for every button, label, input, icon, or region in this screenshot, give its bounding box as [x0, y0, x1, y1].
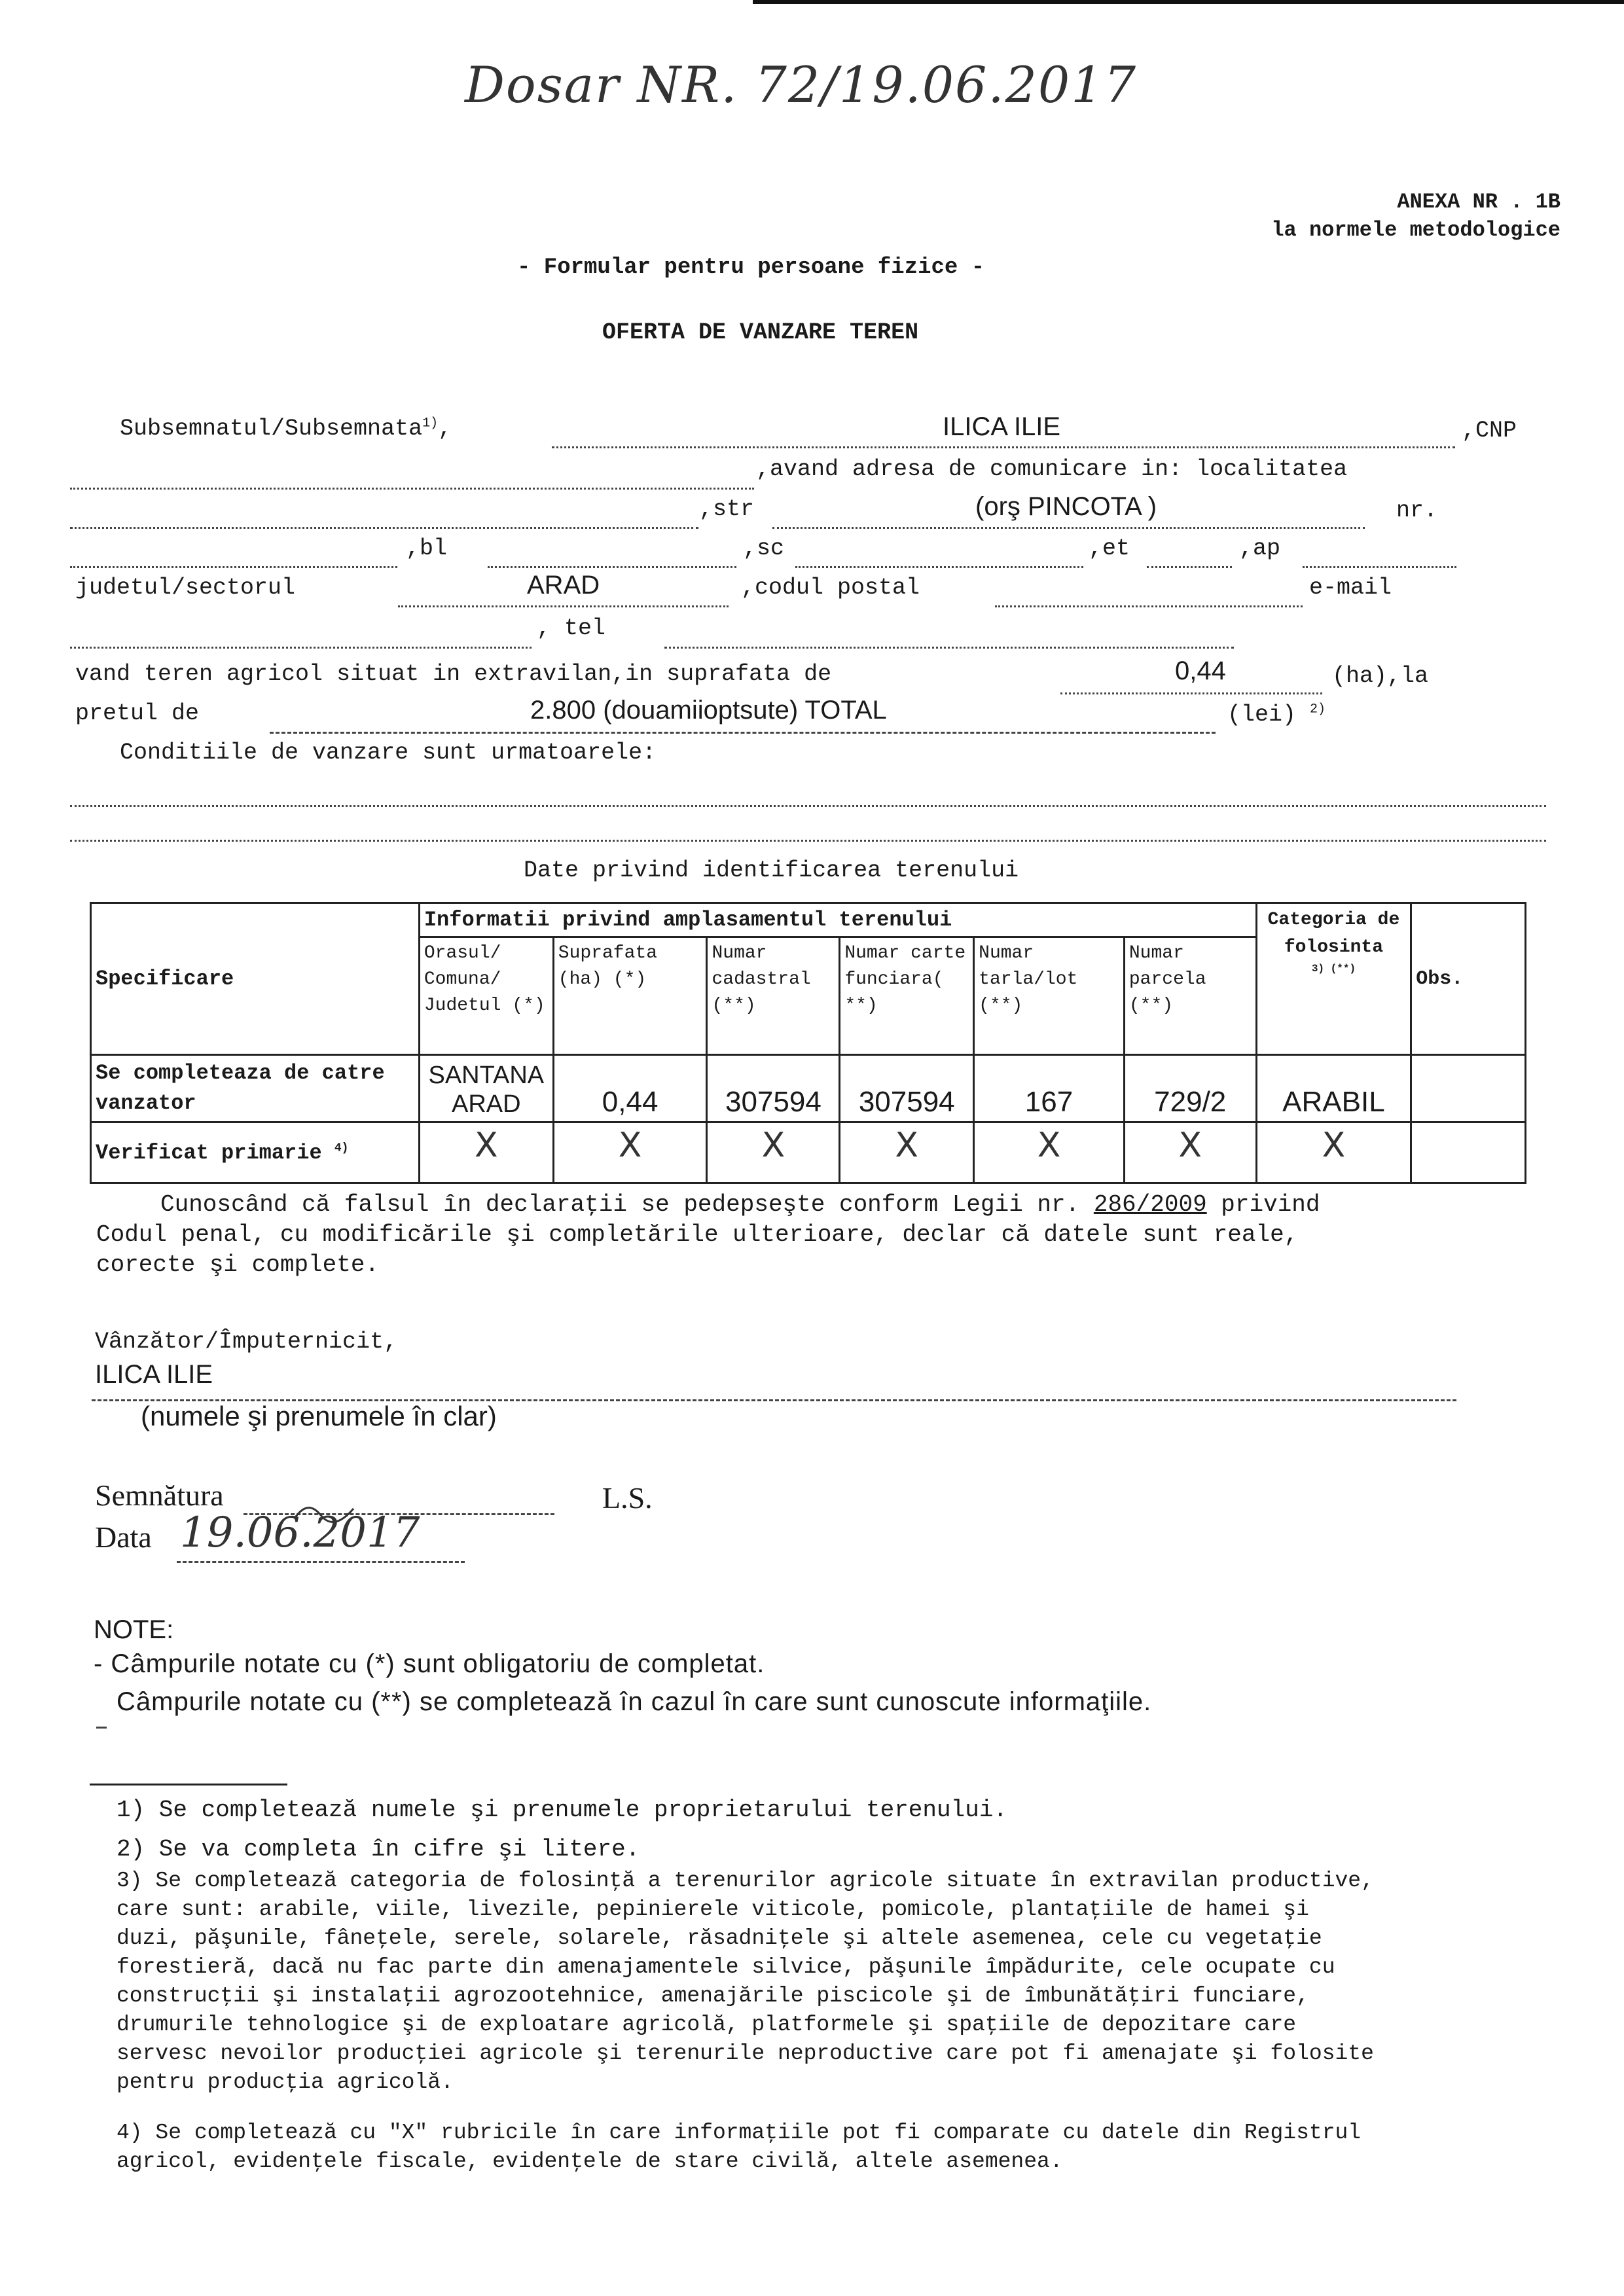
pret-label: pretul de [75, 700, 200, 726]
check-obs[interactable] [1411, 1122, 1526, 1183]
cod-postal-field-line [995, 605, 1303, 607]
footnote-ref-1: 1) [422, 416, 439, 431]
semnatura-label: Semnătura [95, 1479, 224, 1512]
form-type: - Formular pentru persoane fizice - [517, 255, 985, 280]
lei-label [1227, 702, 1326, 728]
footnote-ref-2: 2) [1310, 702, 1326, 717]
cell-suprafata[interactable]: 0,44 [553, 1055, 707, 1122]
seller-name-field[interactable]: ILICA ILIE [95, 1360, 213, 1389]
ha-label: (ha),la [1332, 663, 1429, 689]
str-field[interactable]: (orş PINCOTA ) [975, 492, 1157, 521]
cnp-field-line [70, 488, 754, 490]
ap-field-line [1303, 566, 1456, 568]
judet-field[interactable]: ARAD [527, 571, 600, 600]
footnote-4-line-1: 4) Se completează cu "X" rubricile în care informaţiile pot fi comparate cu datele din Registrul [117, 2121, 1362, 2145]
subsemnatul-label: Subsemnatul/Subsemnata$^{1)}$, [120, 416, 452, 442]
str-label: ,str [699, 496, 755, 522]
check-carte-funciara[interactable]: X [840, 1122, 974, 1183]
annex-subtitle: la normele metodologice [1271, 218, 1561, 242]
check-categoria[interactable]: X [1256, 1122, 1411, 1183]
declaration-text-1: Cunoscând că falsul în declaraţii se pedepseşte conform Legii nr. [160, 1191, 1080, 1218]
notes-line-1: - Câmpurile notate cu (*) sunt obligatoriu de completat. [94, 1649, 765, 1678]
annex-number: ANEXA NR . 1B [1397, 190, 1561, 214]
amplasament-header: Informatii privind amplasamentul terenului [419, 903, 1256, 937]
categoria-note: 3) (**) [1311, 963, 1356, 975]
cell-localitate[interactable]: SANTANA ARAD [419, 1055, 553, 1122]
tel-field-line [664, 647, 1234, 649]
table-caption: Date privind identificarea terenului [524, 857, 1019, 884]
teren-label: vand teren agricol situat in extravilan,in suprafata de [75, 661, 832, 687]
ap-label: ,ap [1239, 535, 1281, 562]
cod-postal-label: ,codul postal [741, 575, 920, 601]
col-tarla-lot: Numar tarla/lot (**) [974, 937, 1125, 1055]
seller-name-caption: (numele şi prenumele în clar) [141, 1401, 497, 1431]
conditii-line-1 [70, 805, 1546, 807]
email-field-line [70, 647, 532, 649]
adresa-label: ,avand adresa de comunicare in: localitatea [756, 456, 1348, 482]
judet-label: judetul/sectorul [75, 575, 296, 601]
specificare-header: Specificare [91, 903, 420, 1055]
footnote-3-line-7: servesc nevoilor producţiei agricole şi terenurile neproductive care pot fi amenajate şi folosite [117, 2041, 1374, 2066]
scan-edge-bar [753, 0, 1624, 4]
str-field-line [772, 527, 1365, 529]
footnote-1: 1) Se completează numele şi prenumele proprietarului terenului. [117, 1797, 1008, 1823]
data-field[interactable]: 19.06.2017 [180, 1509, 420, 1557]
check-suprafata[interactable]: X [553, 1122, 707, 1183]
handwritten-dossier-number: Dosar NR. 72/19.06.2017 [465, 56, 1137, 114]
conditii-line-2 [70, 840, 1546, 842]
declaration-line-1 [160, 1191, 1320, 1218]
cnp-label: ,CNP [1462, 418, 1517, 444]
page-title: OFERTA DE VANZARE TEREN [602, 319, 919, 346]
obs-header: Obs. [1411, 903, 1526, 1055]
row-vanzator-label: Se completeaza de catre vanzator [91, 1055, 420, 1122]
check-localitate[interactable]: X [419, 1122, 553, 1183]
footnote-3-line-8: pentru producţia agricolă. [117, 2070, 454, 2094]
cell-carte-funciara[interactable]: 307594 [840, 1055, 974, 1122]
cell-categoria[interactable]: ARABIL [1256, 1055, 1411, 1122]
nr-field-line [70, 566, 397, 568]
cell-parcela[interactable]: 729/2 [1124, 1055, 1256, 1122]
col-cadastral: Numar cadastral (**) [707, 937, 840, 1055]
declaration-line-3: corecte şi complete. [96, 1251, 380, 1278]
check-tarla-lot[interactable]: X [974, 1122, 1125, 1183]
sc-field-line [795, 566, 1083, 568]
cell-cadastral[interactable]: 307594 [707, 1055, 840, 1122]
check-cadastral[interactable]: X [707, 1122, 840, 1183]
data-label: Data [95, 1520, 152, 1554]
footnote-3-line-1: 3) Se completează categoria de folosinţă a terenurilor agricole situate în extravilan productive, [117, 1869, 1374, 1893]
ls-label: L.S. [602, 1481, 653, 1515]
col-carte-funciara: Numar carte funciara( **) [840, 937, 974, 1055]
land-identification-table [90, 902, 1526, 1184]
subsemnatul-text: Subsemnatul/Subsemnata [120, 416, 423, 442]
cell-obs[interactable] [1411, 1055, 1526, 1122]
check-parcela[interactable]: X [1124, 1122, 1256, 1183]
footnote-3-line-5: construcţii şi instalaţii agrozootehnice, amenajările piscicole şi de îmbunătăţiri funciare, [117, 1984, 1309, 2008]
notes-title: NOTE: [94, 1615, 174, 1644]
declaration-text-1-end: privind [1221, 1191, 1320, 1218]
name-field[interactable]: ILICA ILIE [943, 412, 1061, 441]
row-primarie-text: Verificat primarie [96, 1140, 322, 1165]
tel-label: , tel [537, 615, 606, 641]
col-orasul: Orasul/ Comuna/ Judetul (*) [419, 937, 553, 1055]
col-suprafata: Suprafata (ha) (*) [553, 937, 707, 1055]
pret-field[interactable]: 2.800 (douamiioptsute) TOTAL [530, 696, 887, 725]
lei-text: (lei) [1227, 702, 1297, 728]
nr-label: nr. [1396, 497, 1438, 524]
footnote-2: 2) Se va completa în cifre şi litere. [117, 1836, 640, 1863]
sc-label: ,sc [743, 535, 785, 562]
bl-label: ,bl [406, 535, 448, 562]
pret-field-line [270, 732, 1216, 734]
law-number: 286/2009 [1093, 1191, 1207, 1218]
localitate-field-line [70, 527, 698, 529]
email-label: e-mail [1309, 575, 1392, 601]
categoria-header [1256, 903, 1411, 1055]
footnote-3-line-3: duzi, păşunile, fâneţele, serele, solarele, răsadniţele şi altele asemenea, cele cu vegetaţie [117, 1926, 1322, 1950]
suprafata-field[interactable]: 0,44 [1175, 656, 1226, 685]
footnote-separator [90, 1784, 287, 1785]
et-label: ,et [1089, 535, 1130, 562]
bl-field-line [488, 566, 736, 568]
footnote-3-line-4: forestieră, dacă nu fac parte din amenajamentele silvice, păşunile împădurite, cele ocupate cu [117, 1955, 1335, 1979]
footnote-ref-4: 4) [334, 1141, 349, 1155]
notes-line-2: Câmpurile notate cu (**) se completează în cazul în care sunt cunoscute informaţiile. [117, 1687, 1152, 1716]
row-primarie-label [91, 1122, 420, 1183]
footnote-3-line-6: drumurile tehnologice şi de exploatare agricolă, platformele şi spaţiile de depozitare care [117, 2013, 1297, 2037]
conditii-label: Conditiile de vanzare sunt urmatoarele: [120, 740, 657, 766]
name-field-line [552, 446, 1455, 448]
notes-dash [96, 1727, 107, 1729]
footnote-3-line-2: care sunt: arabile, viile, livezile, pepinierele viticole, pomicole, plantaţiile de hamei şi [117, 1897, 1309, 1922]
cell-tarla-lot[interactable]: 167 [974, 1055, 1125, 1122]
col-parcela: Numar parcela (**) [1124, 937, 1256, 1055]
footnote-4-line-2: agricol, evidenţele fiscale, evidenţele de stare civilă, altele asemenea. [117, 2149, 1063, 2174]
seller-label: Vânzător/Împuternicit, [95, 1329, 398, 1355]
categoria-text: Categoria de folosinta [1267, 910, 1400, 958]
judet-field-line [398, 605, 729, 607]
suprafata-field-line [1060, 692, 1322, 694]
et-field-line [1147, 566, 1232, 568]
data-line [177, 1561, 465, 1563]
declaration-line-2: Codul penal, cu modificările şi completările ulterioare, declar că datele sunt reale, [96, 1221, 1299, 1248]
